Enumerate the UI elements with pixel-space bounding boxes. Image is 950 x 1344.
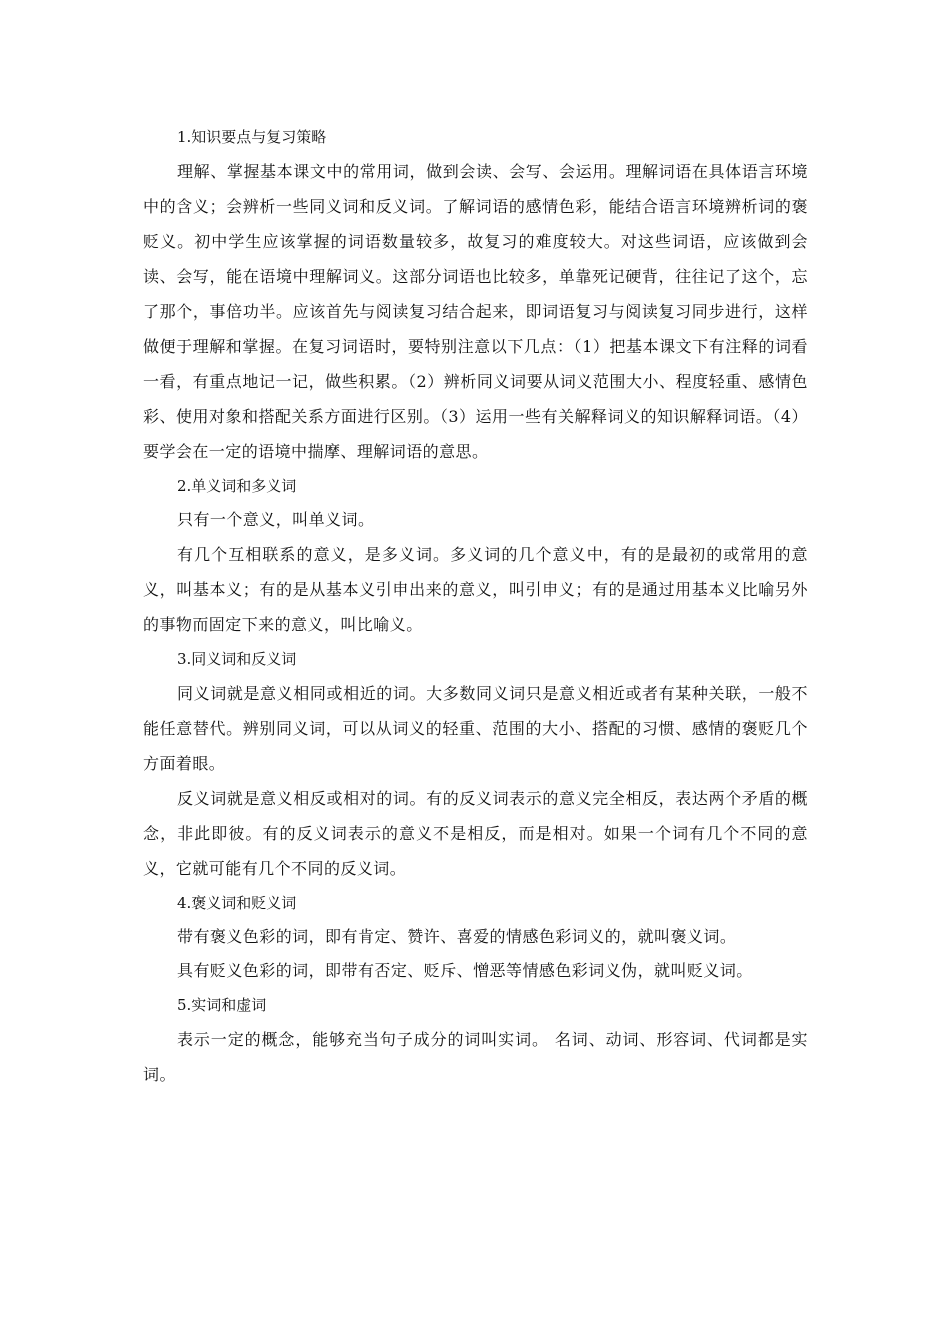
section-heading-3: 3.同义词和反义词: [177, 650, 297, 668]
paragraph-derogatory: 具有贬义色彩的词，即带有否定、贬斥、憎恶等情感色彩词义伪，就叫贬义词。: [177, 961, 753, 980]
section-heading-1: 1.知识要点与复习策略: [177, 128, 327, 146]
paragraph-synonyms: 同义词就是意义相同或相近的词。大多数同义词只是意义相近或者有某种关联，一般不能任意替代。辨别同义词，可以从词义的轻重、范围的大小、搭配的习惯、感情的褒贬几个方面着眼。: [143, 684, 808, 773]
section-heading-4: 4.褒义词和贬义词: [177, 894, 297, 912]
section-heading-5: 5.实词和虚词: [177, 996, 267, 1014]
paragraph-commendatory: 带有褒义色彩的词，即有肯定、赞许、喜爱的情感色彩词义的，就叫褒义词。: [177, 927, 737, 946]
section-heading-2: 2.单义词和多义词: [177, 477, 297, 495]
paragraph-polysemy: 有几个互相联系的意义，是多义词。多义词的几个意义中，有的是最初的或常用的意义，叫基本义；有的是从基本义引申出来的意义，叫引申义；有的是通过用基本义比喻另外的事物而固定下来的意义，叫比喻义。: [143, 545, 808, 634]
paragraph-single-meaning: 只有一个意义，叫单义词。: [177, 510, 375, 529]
paragraph-antonyms: 反义词就是意义相反或相对的词。有的反义词表示的意义完全相反，表达两个矛盾的概念，非此即彼。有的反义词表示的意义不是相反，而是相对。如果一个词有几个不同的意义，它就可能有几个不同的反义词。: [143, 789, 808, 878]
paragraph-review-strategy: 理解、掌握基本课文中的常用词，做到会读、会写、会运用。理解词语在具体语言环境中的含义；会辨析一些同义词和反义词。了解词语的感情色彩，能结合语言环境辨析词的褒贬义。初中学生应该掌握的词语数量较多，故复习的难度较大。对这些词语，应该做到会读、会写，能在语境中理解词义。这部分词语也比较多，单靠死记硬背，往往记了这个，忘了那个，事倍功半。应该首先与阅读复习结合起来，即词语复习与阅读复习同步进行，这样做便于理解和掌握。在复习词语时，要特别注意以下几点：（1）把基本课文下有注释的词看一看，有重点地记一记，做些积累。（2）辨析同义词要从词义范围大小、程度轻重、感情色彩、使用对象和搭配关系方面进行区别。（3）运用一些有关解释词义的知识解释词语。（4）要学会在一定的语境中揣摩、理解词语的意思。: [143, 162, 808, 461]
document-page: [143, 120, 808, 1092]
paragraph-content-words: 表示一定的概念，能够充当句子成分的词叫实词。 名词、动词、形容词、代词都是实词。: [143, 1030, 808, 1084]
